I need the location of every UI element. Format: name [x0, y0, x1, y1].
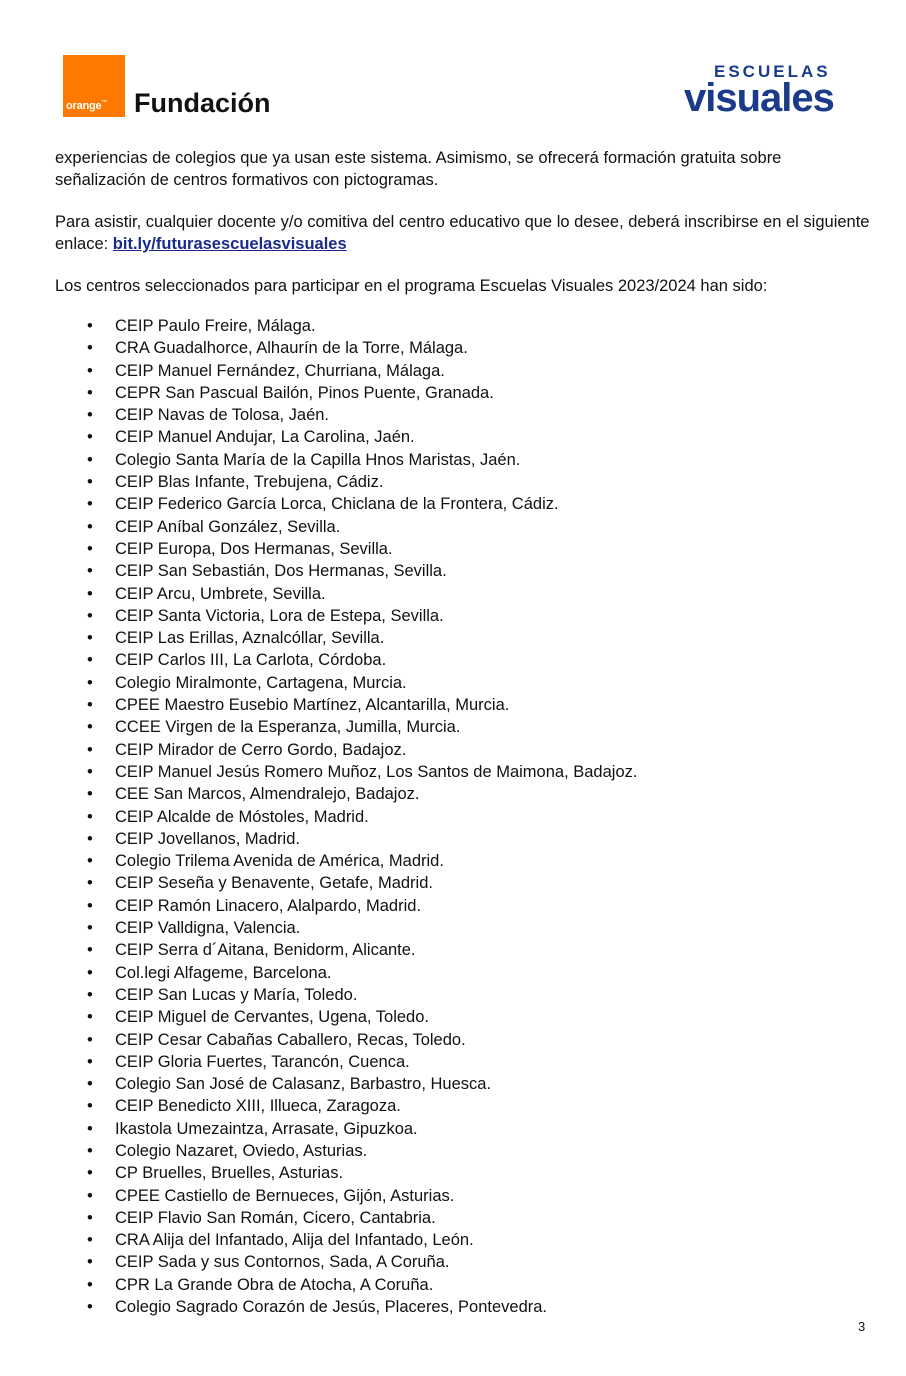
- list-item: [87, 694, 867, 716]
- bullet-icon: •: [87, 696, 93, 715]
- list-item: [87, 605, 867, 627]
- list-item: [87, 449, 867, 471]
- school-name: CEIP Las Erillas, Aznalcóllar, Sevilla.: [115, 629, 385, 648]
- school-name: CRA Guadalhorce, Alhaurín de la Torre, Málaga.: [115, 339, 468, 358]
- school-name: CEIP Manuel Andujar, La Carolina, Jaén.: [115, 428, 415, 447]
- bullet-icon: •: [87, 1097, 93, 1116]
- school-name: CEIP Valldigna, Valencia.: [115, 919, 301, 938]
- school-name: CEIP Navas de Tolosa, Jaén.: [115, 406, 330, 425]
- escuelas-visuales-logo-bottom: visuales: [684, 76, 834, 120]
- document-body: [55, 147, 870, 317]
- bullet-icon: •: [87, 495, 93, 514]
- list-item: [87, 583, 867, 605]
- bullet-icon: •: [87, 428, 93, 447]
- school-name: CEIP Gloria Fuertes, Tarancón, Cuenca.: [115, 1052, 410, 1071]
- bullet-icon: •: [87, 584, 93, 603]
- bullet-icon: •: [87, 941, 93, 960]
- bullet-icon: •: [87, 963, 93, 982]
- list-item: [87, 426, 867, 448]
- page-header: [0, 0, 906, 140]
- school-name: CRA Alija del Infantado, Alija del Infantado, León.: [115, 1231, 474, 1250]
- school-name: CEIP Seseña y Benavente, Getafe, Madrid.: [115, 874, 433, 893]
- school-name: Colegio Trilema Avenida de América, Madrid.: [115, 852, 444, 871]
- list-item: [87, 917, 867, 939]
- orange-logo-text: orange™: [66, 100, 108, 112]
- bullet-icon: •: [87, 406, 93, 425]
- school-name: Ikastola Umezaintza, Arrasate, Gipuzkoa.: [115, 1119, 418, 1138]
- school-name: CEIP Aníbal González, Sevilla.: [115, 517, 341, 536]
- bullet-icon: •: [87, 1164, 93, 1183]
- list-item: [87, 1095, 867, 1117]
- bullet-icon: •: [87, 361, 93, 380]
- school-name: CPR La Grande Obra de Atocha, A Coruña.: [115, 1275, 434, 1294]
- escuelas-visuales-logo-top: ESCUELAS: [714, 62, 831, 81]
- school-name: CEIP Benedicto XIII, Illueca, Zaragoza.: [115, 1097, 401, 1116]
- school-name: CEE San Marcos, Almendralejo, Badajoz.: [115, 785, 420, 804]
- bullet-icon: •: [87, 1231, 93, 1250]
- school-name: CEIP Santa Victoria, Lora de Estepa, Sevilla.: [115, 606, 444, 625]
- bullet-icon: •: [87, 785, 93, 804]
- school-name: CEIP Cesar Cabañas Caballero, Recas, Toledo.: [115, 1030, 466, 1049]
- school-name: Colegio Sagrado Corazón de Jesús, Placeres, Pontevedra.: [115, 1298, 548, 1317]
- bullet-icon: •: [87, 829, 93, 848]
- list-item: [87, 1296, 867, 1318]
- list-item: [87, 649, 867, 671]
- school-name: Colegio San José de Calasanz, Barbastro, Huesca.: [115, 1075, 492, 1094]
- list-item: [87, 1140, 867, 1162]
- bullet-icon: •: [87, 673, 93, 692]
- list-item: [87, 360, 867, 382]
- school-name: CEIP Carlos III, La Carlota, Córdoba.: [115, 651, 387, 670]
- list-item: [87, 1185, 867, 1207]
- list-item: [87, 337, 867, 359]
- list-item: [87, 828, 867, 850]
- registration-link[interactable]: bit.ly/futurasescuelasvisuales: [112, 235, 347, 253]
- school-name: Colegio Miralmonte, Cartagena, Murcia.: [115, 673, 407, 692]
- list-item: [87, 806, 867, 828]
- school-name: CEIP Paulo Freire, Málaga.: [115, 317, 316, 335]
- school-name: CEIP Europa, Dos Hermanas, Sevilla.: [115, 539, 393, 558]
- page-number: 3: [858, 1319, 866, 1334]
- registration-text: Para asistir, cualquier docente y/o comitiva del centro educativo que lo desee, deberá inscribirse en el siguiente enlace:: [55, 213, 870, 253]
- schools-list: [87, 315, 867, 1318]
- bullet-icon: •: [87, 1186, 93, 1205]
- school-name: Colegio Nazaret, Oviedo, Asturias.: [115, 1141, 368, 1160]
- school-name: CEIP San Lucas y María, Toledo.: [115, 985, 358, 1004]
- list-item: [87, 382, 867, 404]
- bullet-icon: •: [87, 317, 93, 335]
- bullet-icon: •: [87, 539, 93, 558]
- list-item: [87, 850, 867, 872]
- school-name: CCEE Virgen de la Esperanza, Jumilla, Murcia.: [115, 718, 461, 737]
- list-item: [87, 783, 867, 805]
- bullet-icon: •: [87, 852, 93, 871]
- list-item: [87, 538, 867, 560]
- list-item: [87, 404, 867, 426]
- list-item: [87, 939, 867, 961]
- bullet-icon: •: [87, 1253, 93, 1272]
- school-name: CEIP Arcu, Umbrete, Sevilla.: [115, 584, 326, 603]
- list-item: [87, 627, 867, 649]
- bullet-icon: •: [87, 1030, 93, 1049]
- bullet-icon: •: [87, 629, 93, 648]
- list-item: [87, 739, 867, 761]
- bullet-icon: •: [87, 874, 93, 893]
- bullet-icon: •: [87, 1119, 93, 1138]
- school-name: CEPR San Pascual Bailón, Pinos Puente, Granada.: [115, 383, 494, 402]
- list-item: [87, 493, 867, 515]
- list-item: [87, 761, 867, 783]
- orange-logo: [63, 55, 125, 117]
- bullet-icon: •: [87, 1075, 93, 1094]
- school-name: CEIP Federico García Lorca, Chiclana de la Frontera, Cádiz.: [115, 495, 559, 514]
- bullet-icon: •: [87, 606, 93, 625]
- paragraph-registration: [55, 211, 870, 255]
- bullet-icon: •: [87, 985, 93, 1004]
- bullet-icon: •: [87, 1208, 93, 1227]
- school-name: CEIP Miguel de Cervantes, Ugena, Toledo.: [115, 1008, 429, 1027]
- bullet-icon: •: [87, 1141, 93, 1160]
- list-item: [87, 315, 867, 337]
- paragraph-selected-centers: Los centros seleccionados para participar en el programa Escuelas Visuales 2023/2024 han sido:: [55, 277, 768, 295]
- bullet-icon: •: [87, 1008, 93, 1027]
- school-name: CEIP Manuel Jesús Romero Muñoz, Los Santos de Maimona, Badajoz.: [115, 762, 638, 781]
- bullet-icon: •: [87, 807, 93, 826]
- bullet-icon: •: [87, 1298, 93, 1317]
- school-name: Col.legi Alfageme, Barcelona.: [115, 963, 332, 982]
- list-item: [87, 1229, 867, 1251]
- bullet-icon: •: [87, 919, 93, 938]
- bullet-icon: •: [87, 517, 93, 536]
- bullet-icon: •: [87, 762, 93, 781]
- school-name: CEIP Manuel Fernández, Churriana, Málaga.: [115, 361, 445, 380]
- list-item: [87, 984, 867, 1006]
- bullet-icon: •: [87, 450, 93, 469]
- bullet-icon: •: [87, 1052, 93, 1071]
- bullet-icon: •: [87, 1275, 93, 1294]
- list-item: [87, 1162, 867, 1184]
- school-name: CEIP Ramón Linacero, Alalpardo, Madrid.: [115, 896, 422, 915]
- school-name: CEIP San Sebastián, Dos Hermanas, Sevilla.: [115, 562, 447, 581]
- bullet-icon: •: [87, 473, 93, 492]
- school-name: CEIP Alcalde de Móstoles, Madrid.: [115, 807, 369, 826]
- school-name: CPEE Maestro Eusebio Martínez, Alcantarilla, Murcia.: [115, 696, 510, 715]
- list-item: [87, 672, 867, 694]
- list-item: [87, 1274, 867, 1296]
- bullet-icon: •: [87, 383, 93, 402]
- list-item: [87, 1251, 867, 1273]
- school-name: CEIP Flavio San Román, Cicero, Cantabria.: [115, 1208, 436, 1227]
- list-item: [87, 1006, 867, 1028]
- fundacion-title: Fundación: [134, 88, 271, 118]
- school-name: CEIP Sada y sus Contornos, Sada, A Coruña.: [115, 1253, 450, 1272]
- list-item: [87, 1207, 867, 1229]
- list-item: [87, 1073, 867, 1095]
- bullet-icon: •: [87, 896, 93, 915]
- school-name: Colegio Santa María de la Capilla Hnos Maristas, Jaén.: [115, 450, 521, 469]
- school-name: CEIP Blas Infante, Trebujena, Cádiz.: [115, 473, 384, 492]
- school-name: CEIP Serra d´Aitana, Benidorm, Alicante.: [115, 941, 416, 960]
- school-name: CP Bruelles, Bruelles, Asturias.: [115, 1164, 344, 1183]
- paragraph-intro: experiencias de colegios que ya usan este sistema. Asimismo, se ofrecerá formación gratuita sobre señalización de centros formativos con pictogramas.: [55, 149, 782, 189]
- bullet-icon: •: [87, 651, 93, 670]
- bullet-icon: •: [87, 740, 93, 759]
- bullet-icon: •: [87, 339, 93, 358]
- list-item: [87, 895, 867, 917]
- list-item: [87, 1029, 867, 1051]
- list-item: [87, 962, 867, 984]
- list-item: [87, 1051, 867, 1073]
- bullet-icon: •: [87, 718, 93, 737]
- list-item: [87, 716, 867, 738]
- school-name: CEIP Mirador de Cerro Gordo, Badajoz.: [115, 740, 407, 759]
- school-name: CPEE Castiello de Bernueces, Gijón, Asturias.: [115, 1186, 455, 1205]
- list-item: [87, 516, 867, 538]
- escuelas-visuales-logo: [684, 62, 862, 126]
- school-name: CEIP Jovellanos, Madrid.: [115, 829, 300, 848]
- list-item: [87, 872, 867, 894]
- list-item: [87, 471, 867, 493]
- list-item: [87, 1118, 867, 1140]
- bullet-icon: •: [87, 562, 93, 581]
- list-item: [87, 560, 867, 582]
